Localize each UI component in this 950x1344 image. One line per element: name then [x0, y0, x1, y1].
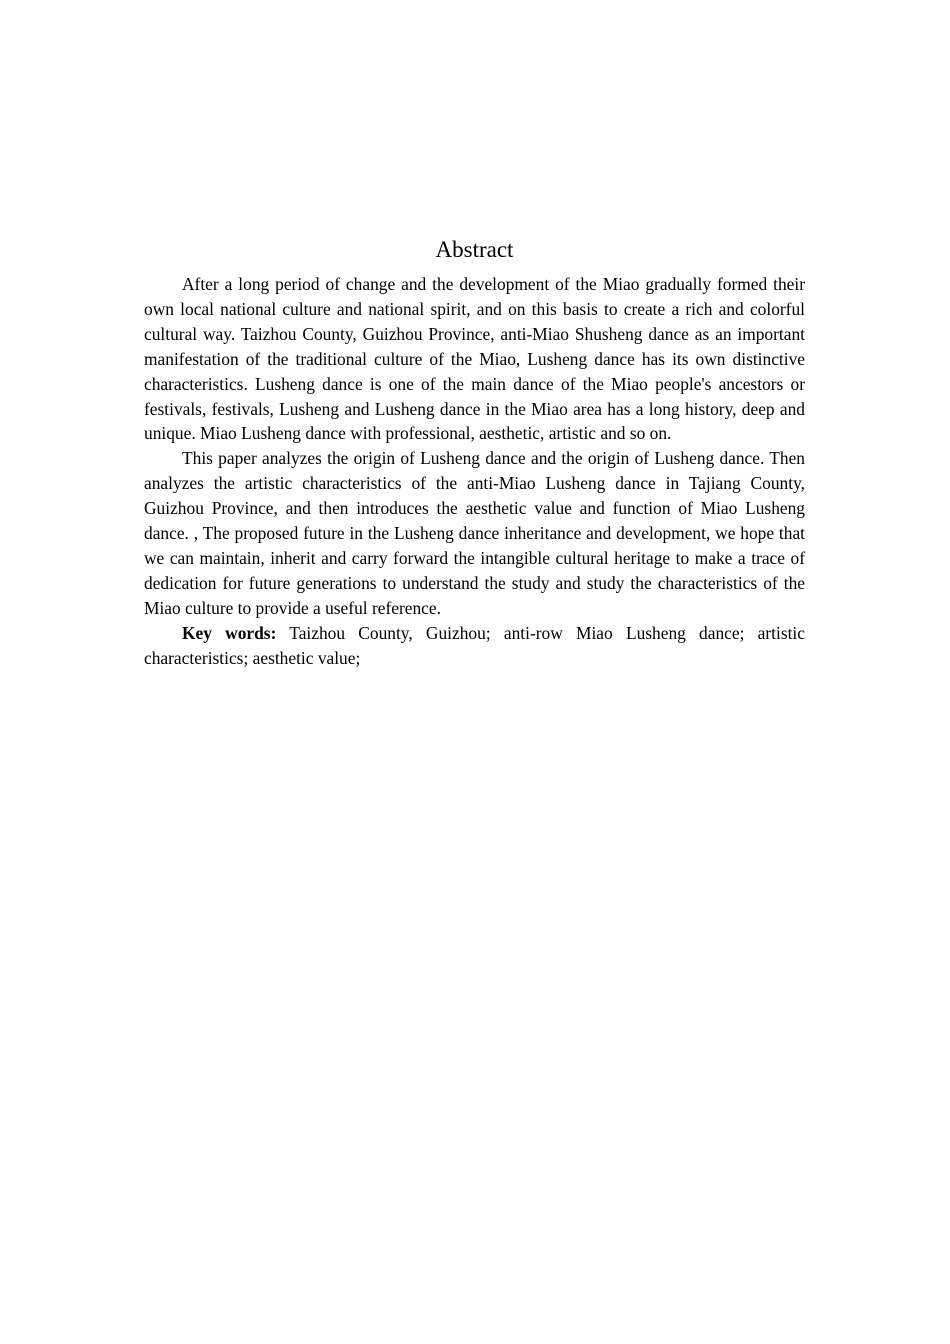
- abstract-paragraph-1: After a long period of change and the development of the Miao gradually formed their own local national culture and national spirit, and on this basis to create a rich and colorful cultural way. Taizhou County, Guizhou Province, anti-Miao Shusheng dance as an important manifestation of the traditional culture of the Miao, Lusheng dance has its own distinctive characteristics. Lusheng dance is one of the main dance of the Miao people's ancestors or festivals, festivals, Lusheng and Lusheng dance in the Miao area has a long history, deep and unique. Miao Lusheng dance with professional, aesthetic, artistic and so on.: [144, 274, 805, 444]
- abstract-title: Abstract: [435, 237, 514, 262]
- keywords-text: Taizhou County, Guizhou; anti-row Miao Lusheng dance; artistic characteristics; aesthetic value;: [144, 622, 805, 668]
- abstract-section: [144, 236, 805, 671]
- keywords-paragraph: [144, 621, 805, 671]
- keywords-label: Key words:: [182, 622, 277, 643]
- abstract-paragraph-2: This paper analyzes the origin of Lusheng dance and the origin of Lusheng dance. Then analyzes the artistic characteristics of the anti-Miao Lusheng dance in Tajiang County, Guizhou Province, and then introduces the aesthetic value and function of Miao Lusheng dance. , The proposed future in the Lusheng dance inheritance and development, we hope that we can maintain, inherit and carry forward the intangible cultural heritage to make a trace of dedication for future generations to understand the study and study the characteristics of the Miao culture to provide a useful reference.: [144, 448, 805, 618]
